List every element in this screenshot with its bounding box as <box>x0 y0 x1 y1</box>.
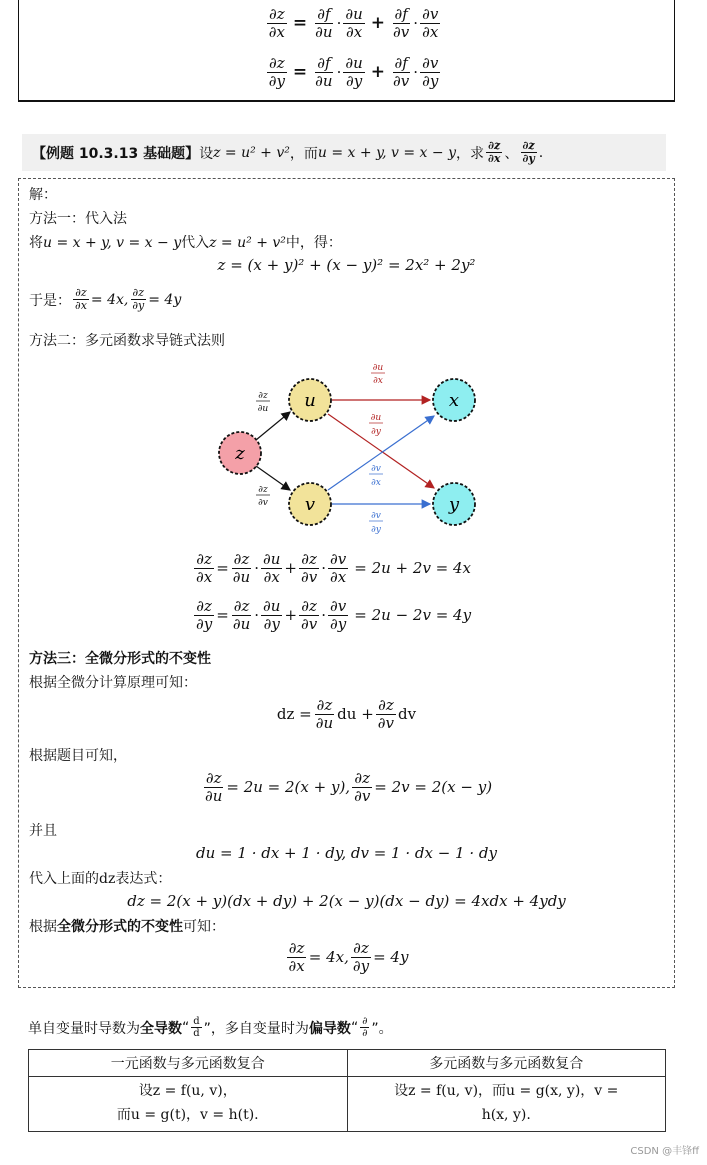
partial-u-result: = 2u = 2(x + y), <box>226 778 351 796</box>
frac-num: ∂f <box>317 5 331 23</box>
example-text: ，求 <box>456 145 484 162</box>
comparison-table <box>28 1049 666 1132</box>
frac-den: ∂u <box>315 71 333 90</box>
node-label-x: x <box>448 390 460 411</box>
frac-den: ∂v <box>393 71 410 90</box>
table-row <box>29 1077 666 1132</box>
frac-num: ∂v <box>422 54 439 72</box>
frac-num: ∂z <box>378 696 394 714</box>
dv-term: dv <box>398 705 417 723</box>
label-dz-du-den: ∂u <box>257 404 269 414</box>
example-text: . <box>538 144 544 161</box>
label-dv-dy-num: ∂v <box>371 511 381 521</box>
node-label-v: v <box>304 494 316 515</box>
conclusion-line <box>29 916 225 936</box>
note-line <box>28 1016 393 1039</box>
watermark: CSDN @丰锋ff <box>630 1146 699 1157</box>
frac-num: ∂z <box>288 939 305 957</box>
frac-den: ∂y <box>268 71 285 90</box>
z-def: z = u² + v² <box>209 235 286 251</box>
frac-den: ∂v <box>377 713 395 732</box>
text: 根据 <box>29 919 57 935</box>
edge-u-y <box>328 414 434 488</box>
text: “ <box>182 1019 190 1036</box>
result-a: = 4x, <box>90 291 129 308</box>
table-header-row <box>29 1050 666 1077</box>
frac-den: ∂y <box>345 71 363 90</box>
frac-num: ∂u <box>263 597 281 615</box>
uv-def: u = x + y, v = x − y <box>43 235 182 251</box>
text: 单自变量时导数为 <box>28 1020 140 1037</box>
substitute-line <box>29 868 171 888</box>
total-differential-eq <box>18 697 675 731</box>
frac-den: ∂x <box>345 22 363 41</box>
frac-num: ∂z <box>132 286 145 299</box>
text: 中，得： <box>285 235 342 251</box>
frac-num: ∂z <box>522 138 535 152</box>
label-dz-dv-num: ∂z <box>258 485 268 495</box>
result-line-1 <box>29 287 181 312</box>
frac-num: ∂z <box>268 5 285 23</box>
bold-text: 全微分形式的不变性 <box>57 919 183 935</box>
frac-den: ∂x <box>196 567 213 586</box>
frac-den: ∂v <box>301 614 318 633</box>
frac-num: ∂f <box>394 54 408 72</box>
edge-v-x <box>328 416 434 490</box>
text: 代入 <box>181 235 210 251</box>
expand-equation: z = (x + y)² + (x − y)² = 2x² + 2y² <box>217 256 476 274</box>
frac-num: ∂ <box>362 1016 368 1027</box>
cell-line: 设z = f(u, v)，而u = g(x, y)，v = <box>394 1083 619 1099</box>
frac-num: ∂f <box>394 5 408 23</box>
frac-num: d <box>193 1016 200 1027</box>
table-header: 一元函数与多元函数复合 <box>29 1050 348 1077</box>
frac-den: ∂y <box>330 614 347 633</box>
frac-num: ∂z <box>354 769 371 787</box>
frac-den: ∂y <box>352 956 370 975</box>
frac-den: ∂v <box>301 567 318 586</box>
label-dv-dy-den: ∂y <box>371 525 381 535</box>
frac-den: ∂x <box>330 567 347 586</box>
du-term: du + <box>337 705 374 723</box>
label-du-dx-den: ∂x <box>373 376 383 386</box>
frac-den: ∂y <box>263 614 280 633</box>
text: ”。 <box>371 1020 393 1037</box>
example-text: 设 <box>199 145 214 162</box>
frac-den: ∂x <box>268 22 285 41</box>
text: 于是： <box>29 292 71 309</box>
label-dz-dv-den: ∂v <box>258 498 268 508</box>
frac-den: ∂y <box>196 614 213 633</box>
frac-num: ∂z <box>75 286 87 299</box>
label-du-dx-num: ∂u <box>372 363 384 373</box>
big-equation: dz = 2(x + y)(dx + dy) + 2(x − y)(dx − dy) = 4xdx + 4ydy <box>127 892 566 910</box>
frac-den: ∂x <box>75 299 87 313</box>
bold-text: 偏导数 <box>308 1020 351 1037</box>
method3-line2: 根据题目可知， <box>29 748 127 764</box>
method3-title: 方法三：全微分形式的不变性 <box>29 651 211 667</box>
chain2-result: = 2u − 2v = 4y <box>354 606 472 624</box>
label-du-dy-num: ∂u <box>370 413 382 423</box>
frac-num: ∂z <box>301 550 317 568</box>
chain-eq-y: $\frac{\partial z}{\partial y}$ = $\frac{\partial z}{\partial u}$ · $\frac{\partial u}{\partial y}$ + $\frac{\partial z}{\partial v}$ · $\frac{\partial v}{\partial y}$ = 2u − 2v = 4y <box>196 597 472 633</box>
text: 代入上面的 <box>29 871 99 887</box>
label-dv-dx-num: ∂v <box>371 464 381 474</box>
frac-num: ∂z <box>301 597 317 615</box>
final-a: = 4x, <box>308 948 349 966</box>
label-dv-dx-den: ∂x <box>371 478 381 488</box>
method1-title: 方法一：代入法 <box>29 211 127 227</box>
example-header <box>22 134 666 171</box>
frac-den: ∂u <box>315 713 334 732</box>
partial-v-result: = 2v = 2(x − y) <box>374 778 493 796</box>
frac-num: ∂v <box>330 550 347 568</box>
frac-den: ∂x <box>488 152 501 165</box>
frac-num: ∂z <box>268 54 285 72</box>
table-cell <box>29 1077 348 1132</box>
frac-num: ∂v <box>422 5 439 23</box>
frac-den: ∂u <box>232 567 251 586</box>
example-text: 、 <box>504 145 519 162</box>
solution-label: 解： <box>29 187 57 203</box>
dz-lhs: dz = <box>276 705 312 723</box>
example-tag: 【例题 10.3.13 基础题】 <box>32 145 200 162</box>
chain-rule-diagram <box>200 356 500 536</box>
label-du-dy-den: ∂y <box>371 427 381 437</box>
text: “ <box>350 1019 359 1036</box>
label-dz-du-num: ∂z <box>258 391 268 401</box>
frac-den: ∂v <box>354 786 371 805</box>
method3-line1: 根据全微分计算原理可知： <box>29 675 197 691</box>
frac-den: ∂v <box>393 22 410 41</box>
chain-rule-y-equation: $\frac{\partial z}{\partial y}$ = $\frac{\partial f}{\partial u}$ · $\frac{\partial u}{\partial y}$ + $\frac{\partial f}{\partial v}$ · $\frac{\partial v}{\partial y}$ <box>268 54 439 90</box>
du-dv-equation: du = 1 · dx + 1 · dy, dv = 1 · dx − 1 · dy <box>196 844 497 862</box>
partials-eq <box>18 770 675 804</box>
cell-line: 设z = f(u, v)， <box>138 1083 237 1099</box>
example-text: ，而 <box>289 145 318 162</box>
frac-num: ∂z <box>196 597 212 615</box>
frac-den: ∂x <box>263 567 280 586</box>
frac-num: ∂z <box>233 597 250 615</box>
frac-num: ∂z <box>353 939 369 957</box>
frac-num: ∂u <box>263 550 281 568</box>
bold-text: 全导数 <box>140 1020 182 1037</box>
frac-den: ∂u <box>315 22 333 41</box>
frac-den: ∂x <box>288 956 305 975</box>
final-b: = 4y <box>373 948 409 966</box>
frac-num: ∂z <box>196 550 212 568</box>
chain1-result: = 2u + 2v = 4x <box>354 559 472 577</box>
frac-num: ∂z <box>316 696 333 714</box>
cell-line: h(x, y). <box>481 1106 531 1123</box>
example-uv-def: u = x + y, v = x − y <box>317 144 456 161</box>
frac-den: ∂x <box>422 22 439 41</box>
frac-den: d <box>193 1028 200 1039</box>
final-result-eq <box>18 940 675 974</box>
node-label-y: y <box>448 494 460 515</box>
chain-eq-x: $\frac{\partial z}{\partial x}$ = $\frac{\partial z}{\partial u}$ · $\frac{\partial u}{\partial x}$ + $\frac{\partial z}{\partial v}$ · $\frac{\partial v}{\partial x}$ = 2u + 2v = 4x <box>196 550 472 586</box>
table-header: 多元函数与多元函数复合 <box>347 1050 666 1077</box>
example-z-def: z = u² + v² <box>213 144 290 161</box>
frac-num: ∂v <box>330 597 347 615</box>
frac-num: ∂z <box>233 550 250 568</box>
text: 表达式： <box>115 871 172 887</box>
node-label-u: u <box>304 390 316 411</box>
cell-line: 而u = g(t)，v = h(t). <box>116 1106 259 1123</box>
table-cell <box>347 1077 666 1132</box>
text: ”，多自变量时为 <box>203 1020 309 1037</box>
dz-text: dz <box>99 871 116 887</box>
result-b: = 4y <box>148 291 182 308</box>
frac-den: ∂u <box>232 614 251 633</box>
frac-den: ∂u <box>204 786 223 805</box>
substitution-line <box>29 232 342 252</box>
bingqie-text: 并且 <box>29 823 57 839</box>
text: 将 <box>29 235 43 251</box>
frac-den: ∂y <box>422 71 439 90</box>
chain-rule-x-equation: $\frac{\partial z}{\partial x}$ = $\frac{\partial f}{\partial u}$ · $\frac{\partial u}{\partial x}$ + $\frac{\partial f}{\partial v}$ · $\frac{\partial v}{\partial x}$ <box>268 5 439 41</box>
frac-num: ∂u <box>345 5 363 23</box>
frac-num: ∂f <box>317 54 331 72</box>
frac-num: ∂z <box>488 138 501 152</box>
text: 可知： <box>183 919 225 935</box>
node-label-z: z <box>235 443 245 464</box>
frac-den: ∂y <box>132 299 145 313</box>
edge-z-u <box>256 412 290 440</box>
frac-den: ∂ <box>362 1028 368 1039</box>
frac-den: ∂y <box>522 152 535 165</box>
frac-num: ∂u <box>345 54 363 72</box>
frac-num: ∂z <box>205 769 222 787</box>
method2-title: 方法二：多元函数求导链式法则 <box>29 333 225 349</box>
